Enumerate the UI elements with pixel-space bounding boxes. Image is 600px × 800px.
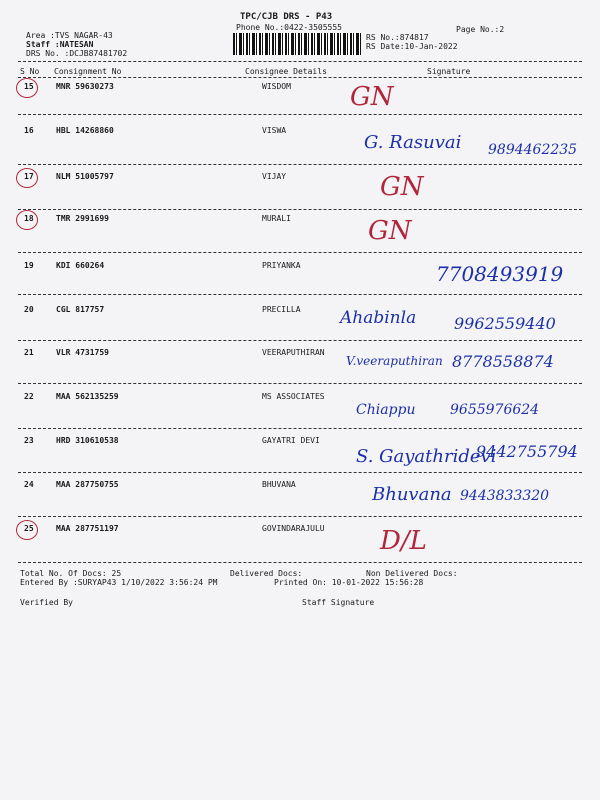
row-consignee: MURALI bbox=[262, 214, 291, 223]
phone-number: Phone No.:0422-3505555 bbox=[236, 23, 342, 32]
handwritten-signature: GN bbox=[350, 82, 394, 112]
row-consignee: MS ASSOCIATES bbox=[262, 392, 325, 401]
row-consignment: NLM 51005797 bbox=[56, 172, 114, 181]
row-consignment: MAA 287750755 bbox=[56, 480, 119, 489]
row-consignment: CGL 817757 bbox=[56, 305, 105, 314]
row-divider bbox=[18, 209, 582, 210]
row-sno: 21 bbox=[24, 348, 34, 357]
row-sno: 15 bbox=[24, 82, 34, 91]
row-divider bbox=[18, 164, 582, 165]
handwritten-phone: 9443833320 bbox=[460, 488, 550, 504]
area-label: Area :TVS NAGAR-43 bbox=[26, 31, 113, 40]
row-divider bbox=[18, 562, 582, 563]
column-header-sno: S No bbox=[20, 67, 40, 76]
row-consignment: VLR 4731759 bbox=[56, 348, 109, 357]
row-sno: 22 bbox=[24, 392, 34, 401]
handwritten-phone: 8778558874 bbox=[452, 352, 554, 371]
handwritten-phone: 9894462235 bbox=[488, 142, 578, 158]
row-sno: 16 bbox=[24, 126, 34, 135]
row-divider bbox=[18, 252, 582, 253]
row-sno: 24 bbox=[24, 480, 34, 489]
handwritten-signature: Chiappu bbox=[356, 402, 416, 418]
page-number: Page No.:2 bbox=[456, 25, 505, 34]
row-consignment: MAA 287751197 bbox=[56, 524, 119, 533]
row-sno: 17 bbox=[24, 172, 34, 181]
delivered-docs: Delivered Docs: bbox=[230, 569, 303, 578]
row-divider bbox=[18, 114, 582, 115]
staff-signature: Staff Signature bbox=[302, 598, 375, 607]
non-delivered-docs: Non Delivered Docs: bbox=[366, 569, 458, 578]
row-consignment: MNR 59630273 bbox=[56, 82, 114, 91]
row-consignee: GAYATRI DEVI bbox=[262, 436, 320, 445]
handwritten-phone: 9442755794 bbox=[476, 442, 578, 461]
document-title: TPC/CJB DRS - P43 bbox=[240, 12, 333, 22]
handwritten-signature: GN bbox=[380, 172, 424, 202]
staff-label: Staff :NATESAN bbox=[26, 40, 94, 49]
row-sno: 19 bbox=[24, 261, 34, 270]
handwritten-signature: Bhuvana bbox=[372, 484, 452, 505]
divider bbox=[18, 61, 582, 62]
row-divider bbox=[18, 516, 582, 517]
column-header-signature: Signature bbox=[427, 67, 471, 76]
row-sno: 25 bbox=[24, 524, 34, 533]
row-consignment: MAA 562135259 bbox=[56, 392, 119, 401]
handwritten-status: D/L bbox=[380, 526, 427, 556]
row-consignee: VIJAY bbox=[262, 172, 287, 181]
handwritten-signature: G. Rasuvai bbox=[364, 132, 462, 153]
row-sno: 23 bbox=[24, 436, 34, 445]
row-consignee: GOVINDARAJULU bbox=[262, 524, 325, 533]
row-consignment: HRD 310610538 bbox=[56, 436, 119, 445]
row-consignment: TMR 2991699 bbox=[56, 214, 109, 223]
barcode bbox=[233, 33, 361, 55]
verified-by: Verified By bbox=[20, 598, 73, 607]
handwritten-signature: GN bbox=[368, 216, 412, 246]
row-divider bbox=[18, 428, 582, 429]
rs-number: RS No.:874817 bbox=[366, 33, 429, 42]
divider bbox=[18, 77, 582, 78]
handwritten-signature: S. Gayathridevi bbox=[356, 446, 497, 467]
handwritten-signature: V.veeraputhiran bbox=[346, 354, 443, 368]
column-header-consignee: Consignee Details bbox=[245, 67, 327, 76]
row-sno: 18 bbox=[24, 214, 34, 223]
row-divider bbox=[18, 472, 582, 473]
row-consignee: VISWA bbox=[262, 126, 287, 135]
row-divider bbox=[18, 294, 582, 295]
handwritten-signature: Ahabinla bbox=[340, 308, 417, 328]
entered-by: Entered By :SURYAP43 1/10/2022 3:56:24 PM bbox=[20, 578, 218, 587]
row-consignment: KDI 660264 bbox=[56, 261, 105, 270]
handwritten-phone: 7708493919 bbox=[436, 262, 564, 286]
row-consignment: HBL 14268860 bbox=[56, 126, 114, 135]
handwritten-phone: 9962559440 bbox=[454, 314, 556, 333]
row-sno: 20 bbox=[24, 305, 34, 314]
drs-number: DRS No. :DCJB87481702 bbox=[26, 49, 128, 58]
row-consignee: BHUVANA bbox=[262, 480, 296, 489]
row-consignee: VEERAPUTHIRAN bbox=[262, 348, 325, 357]
total-docs: Total No. Of Docs: 25 bbox=[20, 569, 122, 578]
row-consignee: PRIYANKA bbox=[262, 261, 301, 270]
column-header-consignment: Consignment No bbox=[54, 67, 122, 76]
row-consignee: PRECILLA bbox=[262, 305, 301, 314]
row-consignee: WISDOM bbox=[262, 82, 291, 91]
rs-date: RS Date:10-Jan-2022 bbox=[366, 42, 458, 51]
row-divider bbox=[18, 340, 582, 341]
printed-on: Printed On: 10-01-2022 15:56:28 bbox=[274, 578, 424, 587]
row-divider bbox=[18, 383, 582, 384]
handwritten-phone: 9655976624 bbox=[450, 402, 540, 418]
